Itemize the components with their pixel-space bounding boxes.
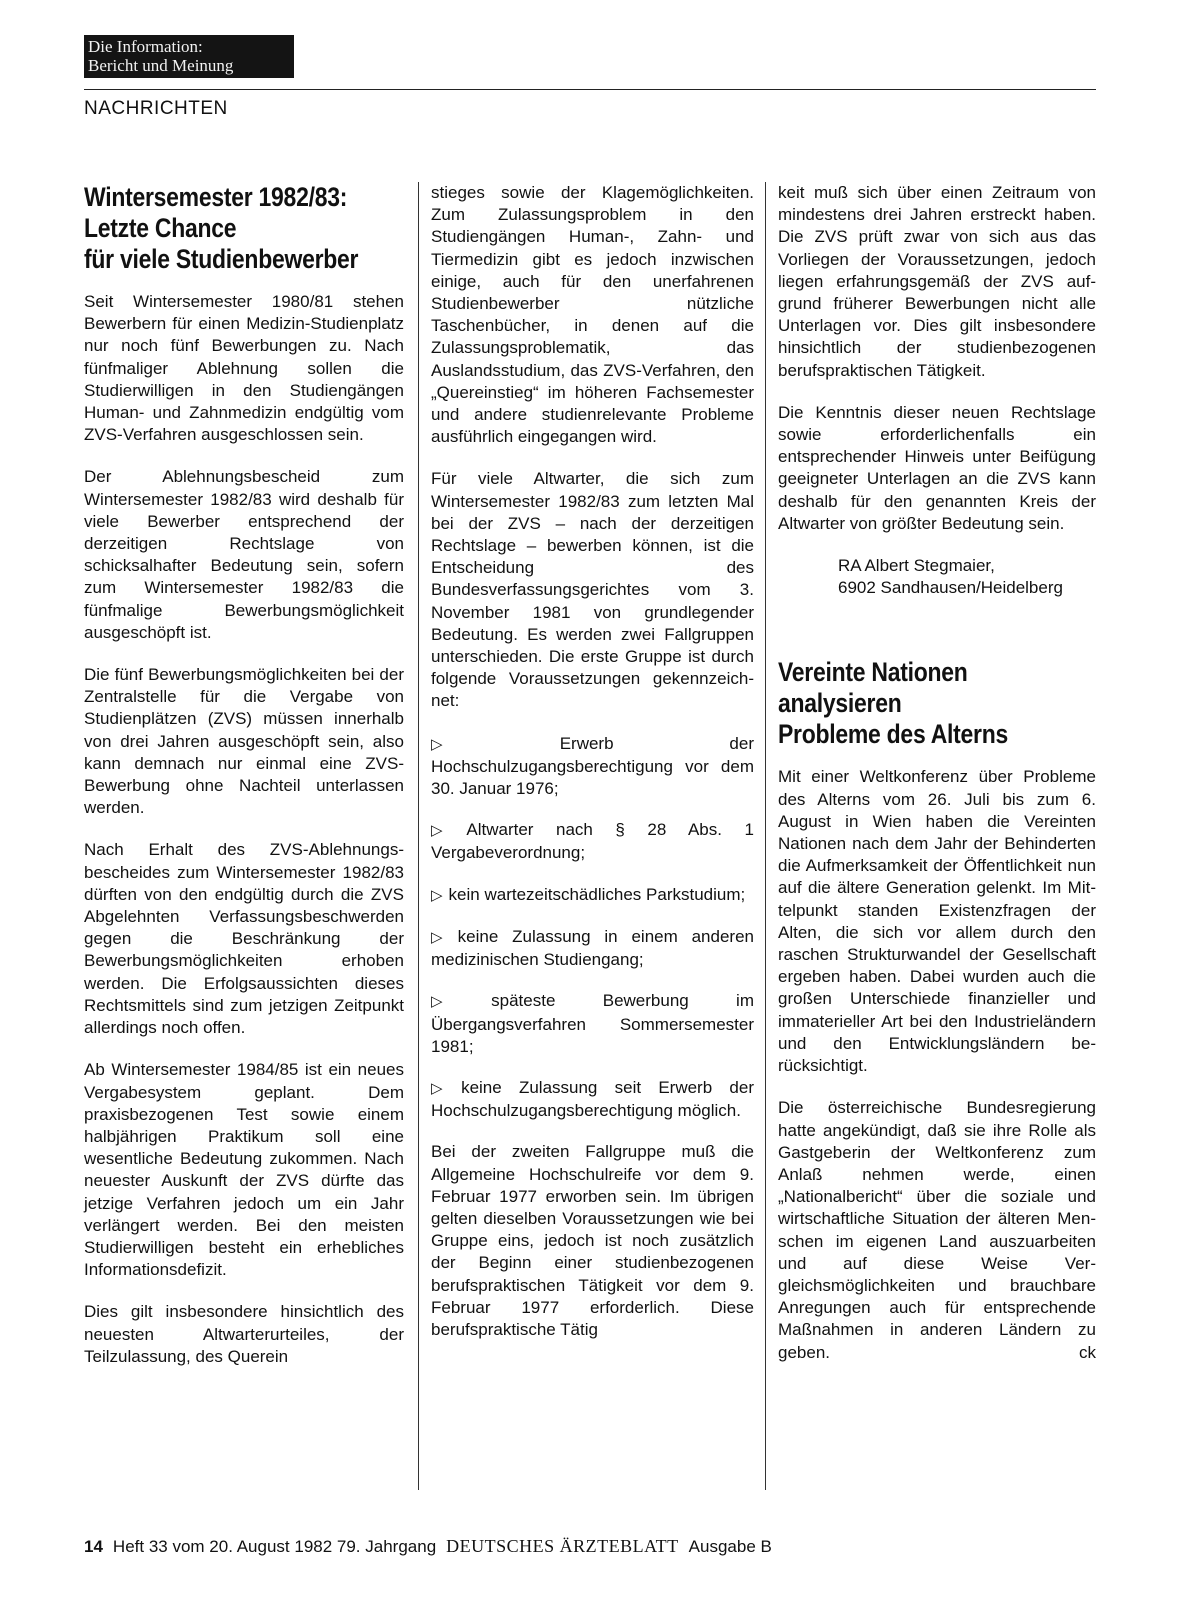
article-1-paragraph-8a: Bei der zweiten Fallgruppe muß die Allgemeine Hochschulreife vor dem 9. Februar 1977 erworben sein. Im übrigen gelten dieselben Voraussetzungen wie bei Gruppe eins, jedoch ist noch zusätzlich der Beginn einer studienbezogenen berufspraktischen Tätigkeit vor dem 9. Februar 1977 erforderlich. Diese berufspraktische Tätig: [431, 1142, 754, 1339]
bullet-item: ▷ Erwerb der Hochschulzugangsberechtigung vor dem 30. Januar 1976;: [431, 733, 754, 799]
article-1-paragraph-2: Der Ablehnungsbescheid zum Wintersemester 1982/83 wird deshalb für viele Bewerber entsprechend der derzeitigen Rechtslage von schicksalhafter Bedeutung sein, sofern zum Wintersemester 1982/83 die fünfmalige Bewerbungsmöglichkeit ausgeschöpft ist.: [84, 467, 404, 642]
column-1: [84, 182, 404, 1388]
edition-label: Ausgabe B: [688, 1537, 772, 1556]
article-1-paragraph-9: Die Kenntnis dieser neuen Rechtslage sowie erforderlichenfalls ein entsprechender Hinweis unter Beifügung geeigneter Unterlagen an die ZVS kann deshalb für den genannten Kreis der Altwarter von größter Bedeutung sein.: [778, 402, 1096, 533]
author-name: RA Albert Stegmaier,: [838, 556, 995, 576]
masthead-line-2: Bericht und Meinung: [88, 56, 234, 75]
top-rule: [84, 89, 1096, 90]
masthead-line-1: Die Information:: [88, 37, 203, 56]
triangle-bullet-icon: ▷: [431, 993, 486, 1011]
triangle-bullet-icon: ▷: [431, 822, 461, 840]
article-1-paragraph-6b: stieges sowie der Klagemöglichkeiten. Zum Zulassungsproblem in den Studiengängen Human-, Zahn- und Tiermedizin gibt es jedoch inzwischen einige, auch für den unerfahrenen Studienbewerber nützliche Taschenbücher, in denen auf die Zulassungsproblematik, das Auslandsstudium, das ZVS-Verfahren, den „Quereinstieg“ im höheren Fachsemester und andere studienrelevante Probleme ausführlich eingegangen wird.: [431, 183, 754, 447]
author-signature: [778, 555, 1096, 599]
page-number: 14: [84, 1537, 103, 1556]
masthead: [84, 35, 294, 78]
bullet-item: ▷ späteste Bewerbung im Übergangsverfahren Sommersemester 1981;: [431, 991, 754, 1056]
column-divider-2: [765, 182, 766, 1490]
article-1-paragraph-7: Für viele Altwarter, die sich zum Wintersemester 1982/83 zum letzten Mal bei der ZVS – nach der derzeitigen Rechtslage – bewerben können, ist die Entscheidung des Bundesverfassungsgerichtes vom 3. November 1981 von grundlegender Bedeutung. Es werden zwei Fallgruppen unterschieden. Die erste Gruppe ist durch folgende Voraussetzungen gekennzeichnet:: [431, 469, 754, 711]
triangle-bullet-icon: ▷: [431, 1079, 456, 1097]
article-1-paragraph-6a: Dies gilt insbesondere hinsichtlich des neuesten Altwarterurteiles, der Teilzulassung, des Querein: [84, 1302, 404, 1366]
triangle-bullet-icon: ▷: [431, 928, 452, 946]
column-3: [778, 182, 1096, 1384]
magazine-title: DEUTSCHES ÄRZTEBLATT: [446, 1536, 679, 1556]
column-2: [431, 182, 754, 1361]
bullet-item: ▷ kein wartezeitschädliches Parkstudium;: [431, 884, 746, 904]
article-1-paragraph-4: Nach Erhalt des ZVS-Ablehnungsbescheides zum Wintersemester 1982/83 dürften von den endgültig durch die ZVS Abgelehnten Verfassungsbeschwerden gegen die Beschränkung der Bewerbungsmöglichkeiten erhoben werden. Die Erfolgsaussichten dieses Rechtsmittels sind zum jetzigen Zeitpunkt allerdings noch offen.: [84, 840, 404, 1038]
article-1-headline: Wintersemester 1982/83: Letzte Chance für viele Studienbewerber: [84, 182, 359, 274]
section-label: NACHRICHTEN: [84, 98, 228, 119]
article-1-paragraph-1: Seit Wintersemester 1980/81 stehen Bewerbern für einen Medizin-Studienplatz nur noch fünf Bewerbungen zu. Nach fünfmaliger Ablehnung sollen die Studierwilligen in den Studiengängen Human- und Zahnmedizin endgültig vom ZVS-Verfahren ausgeschlossen sein.: [84, 292, 404, 445]
article-1-paragraph-8b: keit muß sich über einen Zeitraum von mindestens drei Jahren erstreckt haben. Die ZVS prüft zwar von sich aus das Vorliegen der Voraussetzungen, jedoch liegen erfahrungsgemäß der ZVS aufgrund früherer Bewerbungen nicht alle Unterlagen vor. Dies gilt insbesondere hinsichtlich der studienbezogenen berufspraktischen Tätigkeit.: [778, 183, 1096, 380]
column-divider-1: [418, 182, 419, 1490]
article-2-signoff: ck: [1079, 1342, 1096, 1362]
article-1-paragraph-3: Die fünf Bewerbungsmöglichkeiten bei der Zentralstelle für die Vergabe von Studienplätzen (ZVS) müssen innerhalb von drei Jahren ausgeschöpft sein, also kann demnach nur einmal eine ZVS-Bewerbung ohne Nachteil unterlassen werden.: [84, 665, 404, 818]
article-2-paragraph-1: Mit einer Weltkonferenz über Probleme des Alterns vom 26. Juli bis zum 6. August in Wien haben die Vereinten Nationen nach dem Jahr der Behinderten die Aufmerksamkeit der Öffentlichkeit nun auf die ältere Generation gelenkt. Im Mittelpunkt standen Existenzfragen der Alten, die sich vor allem durch den raschen Strukturwandel der Gesellschaft ergeben haben. Dabei wurden auch die großen Unterschiede finanzieller und immaterieller Art bei den Industrieländern und den Entwicklungsländern berücksichtigt.: [778, 767, 1096, 1076]
page-footer: [84, 1536, 772, 1557]
author-location: 6902 Sandhausen/Heidelberg: [838, 578, 1063, 598]
article-2-headline: Vereinte Nationen analysieren Probleme des Alterns: [778, 657, 1009, 750]
article-2-paragraph-2: Die österreichische Bundesregierung hatte angekündigt, daß sie ihre Rolle als Gastgeberin der Weltkonferenz zum Anlaß nehmen werde, einen „Nationalbericht“ über die soziale und wirtschaftliche Situation der älteren Menschen im eigenen Land auszuarbeiten und auf diese Weise Vergleichsmöglichkeiten und brauchbare Anregungen auch für entsprechende Maßnahmen in anderen Ländern zu geben. ck: [778, 1097, 1096, 1363]
triangle-bullet-icon: ▷: [431, 886, 443, 904]
bullet-item: ▷ keine Zulassung seit Erwerb der Hochschulzugangsberechtigung möglich.: [431, 1077, 754, 1121]
bullet-item: ▷ keine Zulassung in einem anderen medizinischen Studiengang;: [431, 926, 754, 970]
article-1-paragraph-5: Ab Wintersemester 1984/85 ist ein neues Vergabesystem geplant. Dem praxisbezogenen Test sowie einem halbjährigen Praktikum soll eine wesentliche Bedeutung zukommen. Nach neuester Auskunft der ZVS dürfte das jetzige Verfahren jedoch um ein Jahr verlängert werden. Bei den meisten Studierwilligen besteht ein erhebliches Informationsdefizit.: [84, 1060, 404, 1280]
triangle-bullet-icon: ▷: [431, 735, 554, 753]
bullet-item: ▷ Altwarter nach § 28 Abs. 1 Vergabeverordnung;: [431, 820, 754, 863]
issue-info: Heft 33 vom 20. August 1982 79. Jahrgang: [112, 1537, 437, 1556]
